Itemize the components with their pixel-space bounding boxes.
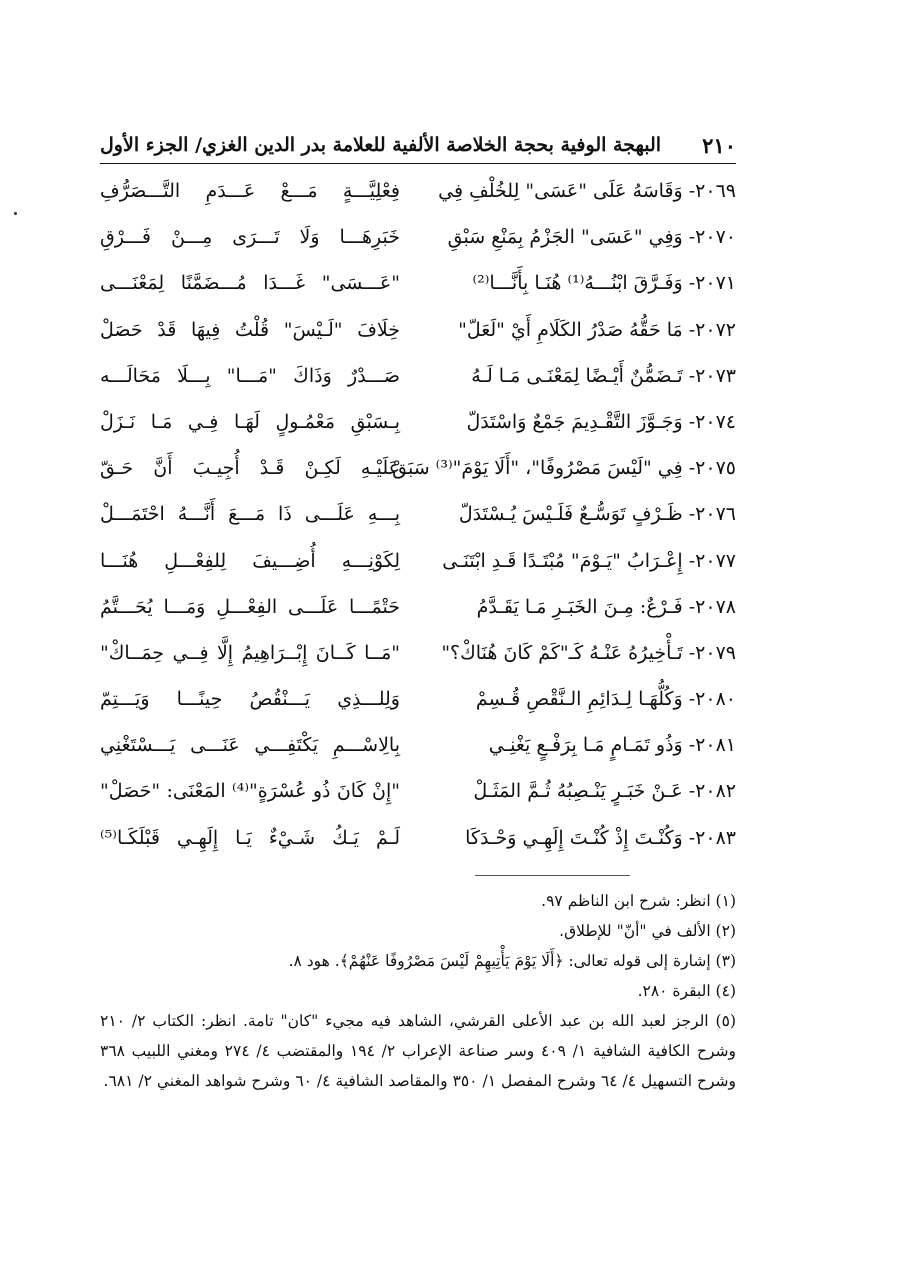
verse-list bbox=[100, 168, 736, 861]
verse-first-hemistich: ٢٠٨٠- وَكُلُّهَـا لِـدَائِمِ الـنَّقْصِ قُـسِمْ bbox=[475, 688, 736, 711]
page-number: ٢١٠ bbox=[702, 132, 736, 158]
verse-first-hemistich: ٢٠٧٥- فِي "لَيْسَ مَصْرُوفًا"، "أَلَا يَوْمَ"⁽³⁾ سَبَقْ bbox=[392, 457, 736, 480]
verse-first-hemistich: ٢٠٧٤- وَجَـوَّزَ التَّقْـدِيمَ جَمْعٌ وَاسْتَدَلّ bbox=[466, 410, 736, 433]
verse-2072 bbox=[100, 307, 736, 353]
verse-2073 bbox=[100, 353, 736, 399]
verse-first-hemistich: ٢٠٧٠- وَفِي "عَسَى" الجَزْمُ بِمَنْعِ سَبْقِ bbox=[447, 226, 736, 249]
verse-first-hemistich: ٢٠٨٣- وَكُنْـتَ إِذْ كُنْـتَ إِلَهِـي وَحْـدَكَا bbox=[465, 826, 736, 849]
verse-first-hemistich: ٢٠٧٩- تَـأْخِيرُهُ عَنْـهُ كَـ"كَمْ كَانَ هُنَاكْ؟" bbox=[441, 641, 736, 664]
verse-first-hemistich: ٢٠٨١- وَذُو تَمَـامٍ مَـا بِرَفْـعٍ يَغْنِـي bbox=[488, 734, 736, 757]
verse-second-hemistich: فِعْلِيَّـــةٍ مَـــعْ عَـــدَمِ التَّـــصَرُّفِ bbox=[100, 180, 400, 202]
verse-2074 bbox=[100, 399, 736, 445]
verse-second-hemistich: بِالِاسْـــمِ يَكْتَفِـــي عَنَـــى يَـــسْتَغْنِي bbox=[100, 734, 400, 757]
verse-first-hemistich: ٢٠٧١- وَفَـرَّقَ ابْنُـــهُ⁽¹⁾ هُنَـا بِأَنَّـــا⁽²⁾ bbox=[472, 272, 736, 295]
verse-second-hemistich: صَـــدْرٌ وَذَاكَ "مَـــا" بِـــلَا مَحَالَـــه bbox=[100, 364, 400, 387]
verse-first-hemistich: ٢٠٧٨- فَـرْعٌ: مِـنَ الخَبَـرِ مَـا يَقَـدَّمُ bbox=[476, 595, 736, 618]
verse-second-hemistich: خِلَافَ "لَـيْسَ" قُلْتُ فِيهَا قَدْ حَصَلْ bbox=[100, 318, 400, 341]
verse-2082 bbox=[100, 768, 736, 814]
verse-second-hemistich: عَلَيْـهِ لَكِـنْ قَـدْ أُجِيـبَ أَنَّ حَـقّ bbox=[100, 457, 400, 480]
verse-second-hemistich: خَبَرِهَـــا وَلَا تَـــرَى مِـــنْ فَـــرْقِ bbox=[100, 226, 400, 249]
verse-first-hemistich: ٢٠٦٩- وَقَاسَهُ عَلَى "عَسَى" لِلخُلْفِ فِي bbox=[438, 180, 736, 202]
footnote-5: (٥) الرجز لعبد الله بن عبد الأعلى القرشي، الشاهد فيه مجيء "كان" تامة. انظر: الكتاب ٢/ ٢١٠ وشرح الكافية الشافية ١/ ٤٠٩ وسر صناعة الإعراب ٢/ ١٩٤ والمقتضب ٤/ ٢٧٤ ومغني اللبيب ٣٦٨ وشرح التسهيل ٤/ ٦٤ وشرح المفصل ١/ ٣٥٠ والمقاصد الشافية ٤/ ٦٠ وشرح شواهد المغني ٢/ ٦٨١. bbox=[100, 1012, 736, 1090]
verse-2077 bbox=[100, 538, 736, 584]
verse-2075 bbox=[100, 445, 736, 491]
verse-2069 bbox=[100, 168, 736, 214]
footnote-4: (٤) البقرة ٢٨٠. bbox=[637, 982, 736, 1000]
verse-second-hemistich: حَتْمًـــا عَلَـــى الفِعْـــلِ وَمَـــا يُحَـــتَّمُ bbox=[100, 595, 400, 618]
verse-second-hemistich: وَلِلـــذِي يَـــنْقُصُ حِينًـــا وَيَـــتِمّ bbox=[100, 688, 400, 711]
verse-2078 bbox=[100, 584, 736, 630]
verse-second-hemistich: لِكَوْنِـــهِ أُضِـــيفَ لِلفِعْـــلِ هُنَـــا bbox=[100, 549, 400, 572]
header-title: البهجة الوفية بحجة الخلاصة الألفية للعلامة بدر الدين الغزي/ الجزء الأول bbox=[100, 134, 662, 156]
footnote-1: (١) انظر: شرح ابن الناظم ٩٧. bbox=[541, 892, 736, 910]
verse-first-hemistich: ٢٠٨٢- عَـنْ خَبَـرٍ يَنْـصِبُهُ ثُـمَّ المَثَـلْ bbox=[473, 780, 736, 803]
verse-first-hemistich: ٢٠٧٧- إِعْـرَابُ "يَـوْمَ" مُبْتَـدًا قَـدِ ابْتَنَـى bbox=[442, 549, 736, 572]
verse-2081 bbox=[100, 722, 736, 768]
verse-first-hemistich: ٢٠٧٢- مَا حَقُّهُ صَدْرُ الكَلَامِ أَيْ "لَعَلّ" bbox=[458, 318, 736, 341]
verse-2071 bbox=[100, 260, 736, 306]
verse-2079 bbox=[100, 630, 736, 676]
verse-2070 bbox=[100, 214, 736, 260]
verse-second-hemistich: "عَـــسَى" غَـــدَا مُـــضَمَّنًا لِمَعْنَـــى bbox=[100, 272, 400, 295]
running-header bbox=[100, 128, 736, 162]
verse-second-hemistich: "إِنْ كَانَ ذُو عُسْرَةٍ"⁽⁴⁾ المَعْنَى: "حَصَلْ" bbox=[100, 780, 400, 803]
verse-second-hemistich: "مَــا كَــانَ إِبْــرَاهِيمُ إِلَّا فِــي حِمَــاكْ" bbox=[100, 641, 400, 664]
verse-2083 bbox=[100, 815, 736, 861]
verse-second-hemistich: لَـمْ يَـكُ شَـيْءٌ يَـا إِلَهِـي قَبْلَكَـا⁽⁵⁾ bbox=[100, 826, 400, 849]
footnotes bbox=[100, 886, 736, 1096]
margin-mark bbox=[14, 212, 17, 215]
verse-second-hemistich: بِـــهِ عَلَـــى ذَا مَـــعَ أَنَّـــهُ احْتَمَـــلْ bbox=[100, 503, 400, 526]
footnote-2: (٢) الألف في "أنّ" للإطلاق. bbox=[559, 922, 736, 940]
header-rule bbox=[100, 163, 736, 164]
verse-first-hemistich: ٢٠٧٣- تَـضَمُّنٌ أَيْـضًا لِمَعْنَـى مَـا لَـهُ bbox=[471, 364, 736, 387]
footnote-separator bbox=[475, 875, 630, 876]
verse-2080 bbox=[100, 676, 736, 722]
verse-2076 bbox=[100, 491, 736, 537]
verse-first-hemistich: ٢٠٧٦- ظَـرْفٍ تَوَسُّـعٌ فَلَـيْسَ يُـسْتَدَلّ bbox=[458, 503, 736, 526]
verse-second-hemistich: بِـسَبْقِ مَعْمُـولٍ لَهَـا فِـي مَـا نَـزَلْ bbox=[100, 410, 400, 433]
footnote-3: (٣) إشارة إلى قوله تعالى: ﴿أَلَا يَوْمَ يَأْتِيهِمْ لَيْسَ مَصْرُوفًا عَنْهُمْ﴾. هود ٨. bbox=[288, 952, 736, 970]
